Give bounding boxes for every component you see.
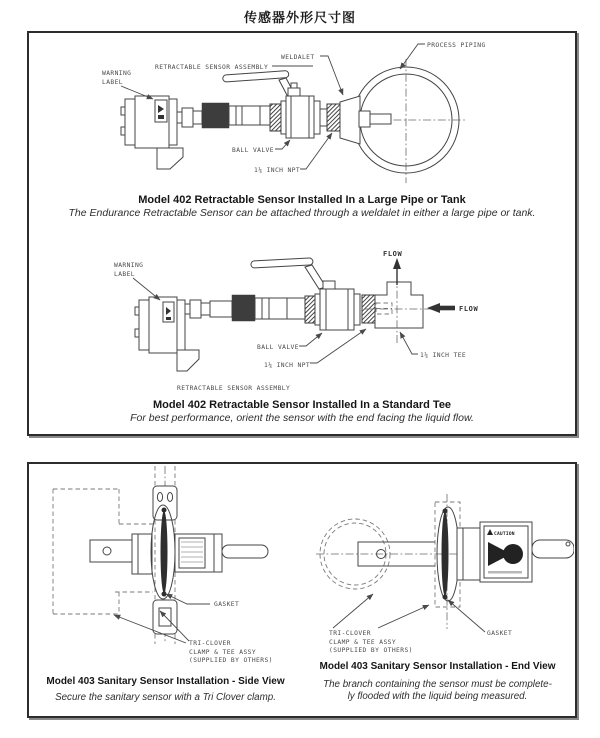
label-tee: 1¼ INCH TEE [420, 352, 467, 359]
figure3-subcaption: Secure the sanitary sensor with a Tri Clover clamp. [55, 692, 276, 703]
label-clamp-assy: CLAMP & TEE ASSY [189, 649, 257, 656]
label-caution: CAUTION [494, 532, 515, 537]
label-tri-clover: TRI-CLOVER [329, 630, 371, 637]
label-supplied: (SUPPLIED BY OTHERS) [189, 657, 273, 664]
figure2-subcaption: For best performance, orient the sensor with the end facing the liquid flow. [130, 412, 474, 424]
label-gasket: GASKET [214, 601, 240, 608]
gasket [161, 511, 168, 593]
figure4-caption: Model 403 Sanitary Sensor Installation - End View [319, 661, 556, 672]
label-flow-side: FLOW [459, 305, 479, 313]
model-403-panel [27, 462, 577, 718]
figure2-caption: Model 402 Retractable Sensor Installed In a Standard Tee [152, 399, 452, 411]
warning-label-sticker [163, 302, 174, 322]
retractable-sensor-shaft [185, 295, 315, 323]
label-retractable-assembly: RETRACTABLE SENSOR ASSEMBLY [155, 64, 269, 71]
label-clamp-assy: CLAMP & TEE ASSY [329, 639, 397, 646]
flow-arrow-left [427, 303, 478, 313]
label-retractable-assembly: RETRACTABLE SENSOR ASSEMBLY [177, 385, 291, 392]
branch-pipe [90, 534, 152, 574]
label-warning-1: WARNING [102, 70, 132, 77]
gasket [442, 512, 449, 596]
warning-label-sticker [155, 100, 167, 122]
figure-model403-side-view [29, 464, 303, 669]
model-402-panel [27, 31, 577, 436]
label-ball-valve: BALL VALVE [257, 344, 299, 351]
page-title: 传感器外形尺寸图 [243, 10, 356, 25]
flow-arrow-up [383, 250, 402, 285]
label-warning-1: WARNING [114, 262, 144, 269]
figure4-subcaption-line1: The branch containing the sensor must be complete- [323, 679, 552, 690]
figure-model402-standard-tee [29, 245, 575, 395]
label-ball-valve: BALL VALVE [232, 147, 274, 154]
label-process-piping: PROCESS PIPING [427, 42, 486, 49]
figure4-subcaption-line2: ly flooded with the liquid being measured. [347, 691, 528, 702]
sensor-cable [222, 545, 268, 558]
tri-clover-clamp [437, 507, 480, 601]
label-gasket: GASKET [487, 630, 513, 637]
label-warning-2: LABEL [102, 79, 123, 86]
label-supplied: (SUPPLIED BY OTHERS) [329, 647, 413, 654]
figure1-caption: Model 402 Retractable Sensor Installed In a Large Pipe or Tank [138, 194, 466, 206]
label-flow-top: FLOW [383, 250, 403, 258]
label-npt: 1¼ INCH NPT [264, 362, 311, 369]
figure-model402-large-pipe [29, 33, 575, 189]
figure-model403-end-view [302, 464, 574, 659]
sanitary-sensor-body [480, 522, 574, 582]
figure3-caption: Model 403 Sanitary Sensor Installation - Side View [46, 676, 285, 687]
label-weldalet: WELDALET [281, 54, 315, 61]
label-tri-clover: TRI-CLOVER [189, 640, 231, 647]
figure1-subcaption: The Endurance Retractable Sensor can be attached through a weldalet in either a large pipe or tank. [68, 207, 536, 219]
label-npt: 1¼ INCH NPT [254, 167, 301, 174]
retractable-sensor-shaft [177, 103, 281, 131]
sensor-cable [532, 540, 574, 558]
label-warning-2: LABEL [114, 271, 135, 278]
sensor-junction-box [121, 96, 183, 169]
sanitary-sensor-body [175, 534, 268, 572]
